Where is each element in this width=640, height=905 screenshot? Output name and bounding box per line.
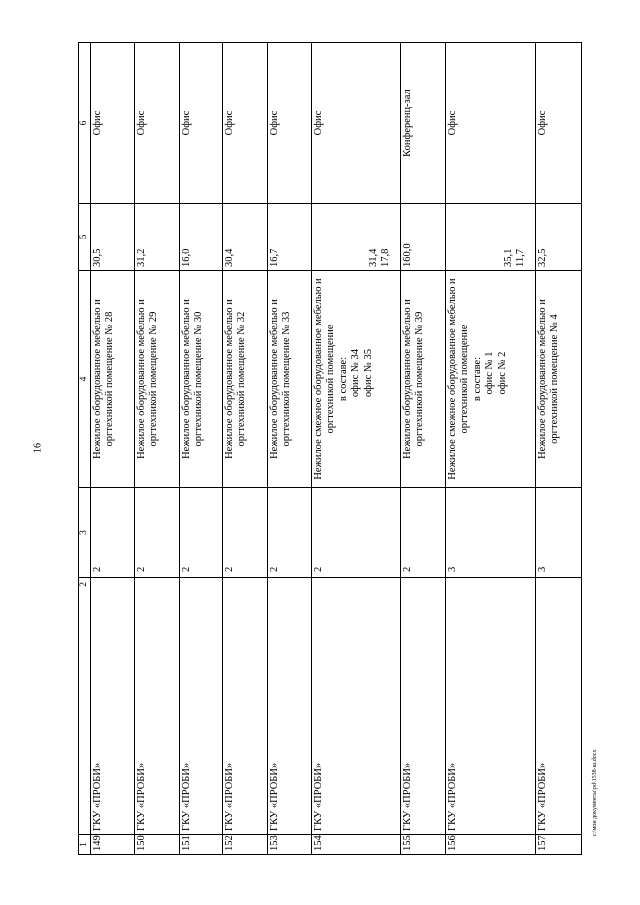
organization-cell: ГКУ «ПРОБИ» (312, 578, 401, 835)
organization-cell: ГКУ «ПРОБИ» (401, 578, 446, 835)
header-cell-2: 2 (79, 578, 91, 835)
organization-cell: ГКУ «ПРОБИ» (446, 578, 536, 835)
footer-file-path: c:\мои документы\рd\1538-ш.docx (592, 749, 598, 837)
floor-cell: 2 (268, 488, 312, 578)
usage-cell: Офис (135, 43, 180, 204)
sub-areas (503, 207, 528, 267)
header-cell-6: 6 (79, 43, 91, 204)
area-cell (536, 204, 582, 271)
usage-cell: Офис (536, 43, 582, 204)
sub-office-1: офис № 34 (350, 348, 362, 398)
description-cell (268, 271, 312, 488)
row-number-cell: 151 (180, 835, 223, 855)
row-number-cell: 150 (135, 835, 180, 855)
row-number-cell: 155 (401, 835, 446, 855)
table-row (91, 43, 135, 855)
area-cell (223, 204, 268, 271)
description-cell (536, 271, 582, 488)
sub-area-2: 17,8 (380, 248, 392, 267)
row-number-cell: 153 (268, 835, 312, 855)
rotated-table-container (78, 43, 584, 855)
area-cell (312, 204, 401, 271)
floor-cell: 3 (536, 488, 582, 578)
description-text: Нежилое оборудованное мебелью и оргтехникой помещение № 33 (269, 299, 293, 459)
floor-cell: 2 (135, 488, 180, 578)
organization-cell: ГКУ «ПРОБИ» (536, 578, 582, 835)
description-cell (312, 271, 401, 488)
description-text: Нежилое оборудованное мебелью и оргтехникой помещение № 29 (136, 299, 160, 459)
premises-table (78, 42, 582, 855)
floor-cell: 3 (446, 488, 536, 578)
table-row (268, 43, 312, 855)
floor-cell: 2 (91, 488, 135, 578)
organization-cell: ГКУ «ПРОБИ» (223, 578, 268, 835)
area-value: 30,4 (224, 248, 235, 267)
organization-cell: ГКУ «ПРОБИ» (180, 578, 223, 835)
row-number-cell: 157 (536, 835, 582, 855)
table-row (536, 43, 582, 855)
description-cell (91, 271, 135, 488)
area-value: 31,2 (136, 248, 147, 267)
floor-cell: 2 (401, 488, 446, 578)
organization-cell: ГКУ «ПРОБИ» (268, 578, 312, 835)
sub-area-1: 31,4 (368, 248, 379, 267)
header-cell-4: 4 (79, 271, 91, 488)
organization-cell: ГКУ «ПРОБИ» (135, 578, 180, 835)
area-value: 16,7 (269, 248, 280, 267)
usage-cell: Офис (312, 43, 401, 204)
usage-cell: Офис (223, 43, 268, 204)
sub-area-1: 35,1 (503, 248, 514, 267)
page-number: 16 (32, 443, 44, 453)
table-row (180, 43, 223, 855)
floor-cell: 2 (223, 488, 268, 578)
sub-areas (368, 207, 393, 267)
description-text: Нежилое оборудованное мебелью и оргтехникой помещение № 28 (92, 299, 116, 459)
row-number-cell: 152 (223, 835, 268, 855)
description-cell (223, 271, 268, 488)
area-value: 30,5 (92, 248, 103, 267)
area-cell (91, 204, 135, 271)
area-value: 32,5 (537, 248, 548, 267)
sub-office-2: офис № 2 (496, 351, 508, 395)
usage-cell: Офис (268, 43, 312, 204)
description-text: Нежилое смежное оборудованное мебелью и оргтехникой помещение (313, 278, 337, 480)
usage-cell: Офис (180, 43, 223, 204)
description-text: Нежилое оборудованное мебелью и оргтехникой помещение № 4 (537, 299, 561, 459)
organization-cell: ГКУ «ПРОБИ» (91, 578, 135, 835)
area-cell (180, 204, 223, 271)
composition-label: в составе: (471, 356, 483, 402)
sub-area-2: 11,7 (515, 249, 527, 267)
floor-cell: 2 (312, 488, 401, 578)
row-number-cell: 154 (312, 835, 401, 855)
area-cell (401, 204, 446, 271)
table-row (446, 43, 536, 855)
area-cell (446, 204, 536, 271)
header-cell-3: 3 (79, 488, 91, 578)
usage-cell: Офис (446, 43, 536, 204)
header-cell-1: 1 (79, 835, 91, 855)
area-value: 16,0 (181, 248, 192, 267)
sub-office-2: офис № 35 (362, 348, 374, 398)
row-number-cell: 149 (91, 835, 135, 855)
description-text: Нежилое смежное оборудованное мебелью и оргтехникой помещение (447, 278, 471, 480)
composition-label: в составе: (337, 356, 349, 402)
area-cell (268, 204, 312, 271)
usage-cell: Офис (91, 43, 135, 204)
usage-cell: Конференц-зал (401, 43, 446, 204)
area-cell (135, 204, 180, 271)
table-row (223, 43, 268, 855)
table-row (401, 43, 446, 855)
description-cell (446, 271, 536, 488)
description-cell (401, 271, 446, 488)
floor-cell: 2 (180, 488, 223, 578)
row-number-cell: 156 (446, 835, 536, 855)
table-row (135, 43, 180, 855)
description-text: Нежилое оборудованное мебелью и оргтехникой помещение № 39 (402, 299, 426, 459)
table-row (312, 43, 401, 855)
table-header-row (79, 43, 91, 855)
sub-office-1: офис № 1 (484, 351, 496, 395)
area-value: 160,0 (402, 243, 413, 267)
description-cell (180, 271, 223, 488)
description-text: Нежилое оборудованное мебелью и оргтехникой помещение № 32 (224, 299, 248, 459)
description-cell (135, 271, 180, 488)
header-cell-5: 5 (79, 204, 91, 271)
description-text: Нежилое оборудованное мебелью и оргтехникой помещение № 30 (181, 299, 205, 459)
